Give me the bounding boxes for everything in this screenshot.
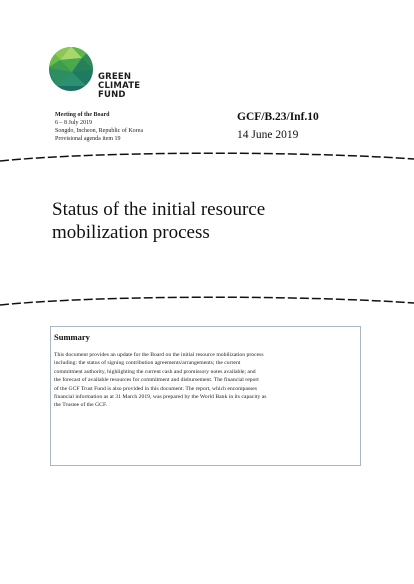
summary-line-2: including: the status of signing contribution agreements/arrangements; the current — [54, 360, 241, 367]
document-title-line-2: mobilization process — [52, 222, 210, 243]
document-title — [52, 198, 352, 244]
summary-line-1: This document provides an update for the Board on the initial resource mobilization process — [54, 352, 264, 358]
organization-logo-text — [98, 73, 140, 100]
meeting-dates: 6 – 8 July 2019 — [55, 120, 93, 126]
meeting-info — [55, 111, 143, 143]
summary-line-7: the Trustee of the GCF. — [54, 402, 108, 409]
meeting-title: Meeting of the Board — [55, 112, 110, 118]
meeting-agenda-item: Provisional agenda item 19 — [55, 136, 121, 142]
summary-line-3: commitment authority, highlighting the current cash and promissory notes available; and — [54, 368, 256, 375]
summary-paragraph — [54, 351, 359, 410]
summary-heading: Summary — [54, 332, 90, 342]
meeting-location: Songdo, Incheon, Republic of Korea — [55, 128, 143, 134]
logo-line-2: CLIMATE — [98, 81, 141, 91]
logo-line-3: FUND — [98, 90, 126, 100]
summary-line-4: the forecast of available resources for commitment and disbursement. The financial report — [54, 377, 259, 384]
green-climate-fund-globe-icon — [48, 46, 94, 92]
document-date: 14 June 2019 — [237, 129, 299, 141]
document-title-line-1: Status of the initial resource — [52, 199, 266, 220]
summary-line-6: financial information as at 31 March 2019, was prepared by the World Bank in its capacity as — [54, 394, 267, 401]
document-reference: GCF/B.23/Inf.10 — [237, 111, 319, 123]
summary-line-5: of the GCF Trust Fund is also provided in this document. The report, which encompasses — [54, 385, 258, 392]
logo-line-1: GREEN — [98, 72, 132, 82]
bottom-wave-divider — [0, 293, 414, 309]
top-wave-divider — [0, 149, 414, 165]
